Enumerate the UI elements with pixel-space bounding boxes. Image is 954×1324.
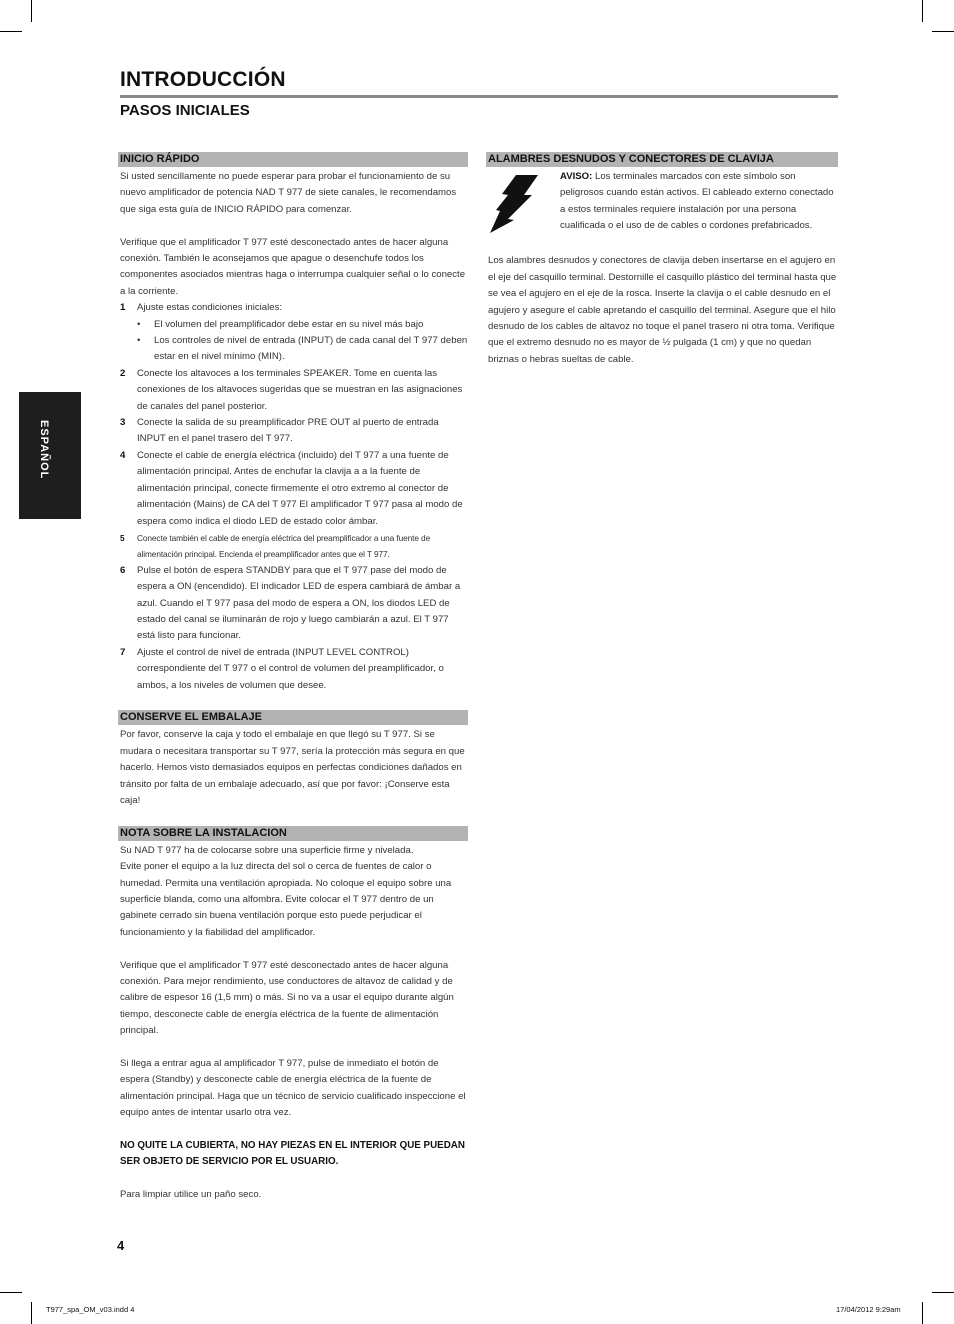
crop-mark (922, 0, 923, 22)
crop-mark (932, 1292, 954, 1293)
page-number: 4 (117, 1238, 125, 1253)
bullet-text: El volumen del preamplificador debe estar en su nivel más bajo (154, 318, 424, 330)
page-subtitle: PASOS INICIALES (120, 102, 250, 119)
crop-mark (31, 1302, 32, 1324)
crop-mark (932, 31, 954, 32)
section-alambres (488, 152, 838, 368)
step-item (120, 300, 468, 366)
crop-mark (0, 1292, 22, 1293)
paragraph: Los alambres desnudos y conectores de clavija deben insertarse en el agujero en el eje del casquillo terminal. Destornille el casquillo plástico del terminal hasta que se vea el agujero en el eje de la rosca. Inserte la clavija o el cable desnudo en el agujero y asegure el cable apretando el casquillo del terminal. Asegure que el hilo desnudo de los cables de altavoz no toque el panel trasero ni otra toma. Verifique que el extremo desnudo no es mayor de ½ pulgada (1 cm) y que no quedan briznas o hebras sueltas de cable. (488, 255, 837, 365)
paragraph: Para limpiar utilice un paño seco. (120, 1189, 262, 1201)
step-number: 6 (120, 564, 126, 576)
step-number: 4 (120, 449, 126, 461)
paragraph: Si llega a entrar agua al amplificador T 977, pulse de inmediato el botón de espera (Standby) y desconecte cable de energía eléctrica de la fuente de alimentación principal. Haga que un técnico de servicio cualificado inspeccione el equipo antes de intentar usarlo otra vez. (120, 1058, 466, 1119)
section-heading: CONSERVE EL EMBALAJE (118, 710, 468, 725)
bullet-icon: • (137, 318, 141, 330)
step-number: 2 (120, 367, 126, 379)
paragraph: Verifique que el amplificador T 977 esté desconectado antes de hacer alguna conexión. Para mejor rendimiento, use conductores de altavoz de calidad y de calibre de espesor 16 (1,5 mm) o más. Si no va a usar el equipo durante algún tiempo, desconecte cable de energía eléctrica de la fuente de alimentación principal. (120, 959, 454, 1037)
paragraph: Si usted sencillamente no puede esperar para probar el funcionamiento de su nuevo amplificador de potencia NAD T 977 de siete canales, le recomendamos que siga esta guía de INICIO RÁPIDO para comenzar. (120, 171, 457, 215)
section-inicio-rapido (120, 152, 468, 694)
bullet-icon: • (137, 335, 141, 347)
step-number: 5 (120, 532, 125, 543)
paragraph: Por favor, conserve la caja y todo el embalaje en que llegó su T 977. Si se mudara o necesitara transportar su T 977, sería la protección más segura en que hacerlo. Hemos visto demasiados equipos en perfectas condiciones dañados en tránsito por falta de un embalaje adecuado, así que por favor: ¡Conserve esta caja! (120, 729, 465, 806)
footer-date-info: 17/04/2012 9:29am (836, 1305, 901, 1314)
crop-mark (0, 31, 22, 32)
bullet-item (137, 333, 468, 366)
left-column (120, 152, 468, 1204)
aviso-text: Los terminales marcados con este símbolo son peligrosos cuando están activos. El cableado externo conectado a estos terminales requiere instalación por una persona cualificada o el uso de de cables o cordones prefabricados. (560, 171, 834, 232)
step-text: Conecte también el cable de energía eléctrica del preamplificador a una fuente de alimentación principal. Encienda el preamplificador antes que el T 977. (137, 532, 431, 560)
step-text: Conecte la salida de su preamplificador PRE OUT al puerto de entrada INPUT en el panel trasero del T 977. (137, 417, 439, 445)
section-nota-instalacion (120, 826, 468, 1204)
paragraph: Verifique que el amplificador T 977 esté desconectado antes de hacer alguna conexión. También le aconsejamos que apague o desenchufe todos los componentes asociados mientras haga o interrumpa cualquier señal o lo conecte a la corriente. (120, 236, 466, 297)
step-number: 1 (120, 302, 126, 314)
page-title: INTRODUCCIÓN (120, 68, 286, 91)
steps-list (120, 300, 468, 694)
step-item (120, 530, 468, 563)
footer-file-info: T977_spa_OM_v03.indd 4 (46, 1305, 135, 1314)
crop-mark (922, 1302, 923, 1324)
aviso-label: AVISO: (560, 171, 593, 182)
step-number: 7 (120, 646, 126, 658)
bullet-item (137, 317, 468, 333)
step-number: 3 (120, 417, 126, 429)
step-text: Pulse el botón de espera STANDBY para que el T 977 pase del modo de espera a ON (encendido). El indicador LED de espera cambiará de ámbar a azul. Cuando el T 977 pasa del modo de espera a ON, los diodos LED de estado del canal se iluminarán de rojo y luego cambiarán a azul. El T 977 está listo para funcionar. (137, 564, 461, 642)
bullet-text: Los controles de nivel de entrada (INPUT) de cada canal del T 977 deben estar en el nivel mínimo (MIN). (154, 335, 468, 363)
language-tab (19, 392, 81, 519)
step-item (120, 645, 468, 694)
lightning-bolt-icon (486, 171, 552, 237)
crop-mark (31, 0, 32, 22)
right-column (488, 152, 838, 368)
step-text: Ajuste estas condiciones iniciales: (137, 302, 283, 314)
paragraph: Evite poner el equipo a la luz directa del sol o cerca de fuentes de calor o humedad. Permita una ventilación apropiada. No coloque el equipo sobre una superficie blanda, como una alfombra. Evite colocar el T 977 dentro de un gabinete cerrado sin buena ventilación porque esto puede perjudicar el funcionamiento y la fiabilidad del amplificador. (120, 861, 452, 938)
step-item (120, 563, 468, 645)
section-heading: ALAMBRES DESNUDOS Y CONECTORES DE CLAVIJA (486, 152, 838, 167)
paragraph: Su NAD T 977 ha de colocarse sobre una superficie firme y nivelada. (120, 844, 414, 856)
section-conserve-embalaje (120, 710, 468, 809)
language-tab-label: ESPAÑOL (38, 420, 50, 480)
section-heading: NOTA SOBRE LA INSTALACION (118, 826, 468, 841)
step-item (120, 366, 468, 415)
step-text: Ajuste el control de nivel de entrada (INPUT LEVEL CONTROL) correspondiente del T 977 o el control de volumen del preamplificador, o ambos, a los niveles de volumen que desee. (137, 646, 444, 691)
title-rule (120, 95, 838, 98)
section-heading: INICIO RÁPIDO (118, 152, 468, 167)
step-text: Conecte el cable de energía eléctrica (incluido) del T 977 a una fuente de alimentación principal. Antes de enchufar la clavija a a la fuente de alimentación principal, conecte firmemente el otro extremo al conector de alimentación (Mains) de CA del T 977 El amplificador T 977 pasa al modo de espera como indica el diodo LED de estado color ámbar. (137, 449, 463, 527)
aviso-block (488, 169, 838, 235)
step-text: Conecte los altavoces a los terminales SPEAKER. Tome en cuenta las conexiones de los altavoces sugeridas que se muestran en las asignaciones de canales del panel posterior. (137, 367, 463, 412)
warning-text: NO QUITE LA CUBIERTA, NO HAY PIEZAS EN EL INTERIOR QUE PUEDAN SER OBJETO DE SERVICIO POR EL USUARIO. (120, 1140, 465, 1168)
step-item (120, 415, 468, 448)
bullet-list (137, 317, 468, 366)
step-item (120, 448, 468, 530)
